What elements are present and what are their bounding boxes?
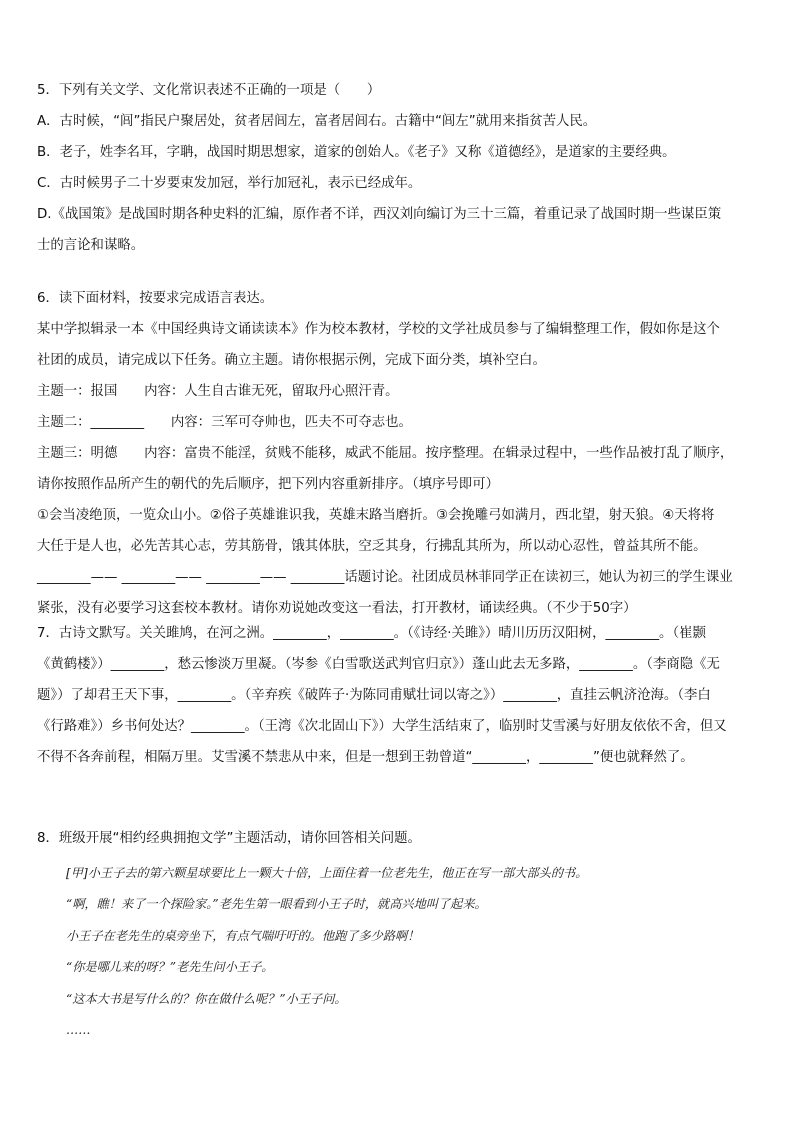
question-5-option-d-cont: 士的言论和谋略。 bbox=[37, 238, 145, 253]
story-line: “这本大书是写什么的？你在做什么呢？”小王子问。 bbox=[66, 991, 347, 1006]
question-6-line: ①会当凌绝顶，一览众山小。②俗子英雄谁识我，英雄末路当磨折。③会挽雕弓如满月，西北望，射天狼。④天将将 bbox=[37, 508, 715, 523]
story-line: [甲]小王子去的第六颗星球要比上一颗大十倍，上面住着一位老先生，他正在写一部大部头的书。 bbox=[66, 866, 588, 880]
story-excerpt bbox=[66, 858, 756, 1046]
question-5-option-b: B．老子，姓李名耳，字聃，战国时期思想家，道家的创始人。《老子》又称《道德经》，是道家的主要经典。 bbox=[37, 145, 676, 160]
question-5-option-a: A．古时候，“闾”指民户聚居处，贫者居闾左，富者居闾右。古籍中“闾左”就用来指贫苦人民。 bbox=[37, 114, 597, 129]
question-7 bbox=[37, 618, 759, 773]
question-6-theme-2: 主题二：________ 内容：三军可夺帅也，匹夫不可夺志也。 bbox=[37, 415, 412, 430]
question-7-line: 《黄鹤楼》）________，愁云惨淡万里凝。（岑参《白雪歌送武判官归京》）蓬山此去无多路，________。（李商隐《无 bbox=[37, 657, 720, 672]
question-7-line: 7．古诗文默写。关关雎鸠，在河之洲。________，________。（《诗经·关雎》）晴川历历汉阳树，________。（崔颢 bbox=[37, 626, 706, 641]
question-7-line: 题》）了却君王天下事，________。（辛弃疾《破阵子·为陈同甫赋壮词以寄之》）________，直挂云帆济沧海。（李白 bbox=[37, 688, 711, 703]
story-line: “你是哪儿来的呀？”老先生问小王子。 bbox=[66, 960, 274, 975]
question-6-line: ________—— ________—— ________—— ________话题讨论。社团成员林菲同学正在读初三，她认为初三的学生课业 bbox=[37, 570, 733, 585]
question-6-theme-3: 主题三：明德 内容：富贵不能淫，贫贱不能移，威武不能屈。按序整理。在辑录过程中，一些作品被打乱了顺序， bbox=[37, 446, 734, 461]
question-6-line: 请你按照作品所产生的朝代的先后顺序，把下列内容重新排序。（填序号即可） bbox=[37, 477, 499, 492]
story-line: “啊，瞧！来了一个探险家。”老先生第一眼看到小王子时，就高兴地叫了起来。 bbox=[66, 897, 487, 912]
question-5-stem: 5．下列有关文学、文化常识表述不正确的一项是（ ） bbox=[37, 83, 381, 98]
question-7-line: 不得不各奔前程，相隔万里。艾雪溪不禁悲从中来，但是一想到王勃曾道“________，________”便也就释然了。 bbox=[37, 750, 694, 765]
question-8-stem: 8．班级开展“相约经典拥抱文学”主题活动，请你回答相关问题。 bbox=[37, 831, 421, 846]
question-5-option-c: C．古时候男子二十岁要束发加冠，举行加冠礼，表示已经成年。 bbox=[37, 176, 422, 191]
story-ellipsis: …… bbox=[66, 1023, 91, 1038]
question-6-stem: 6．读下面材料，按要求完成语言表达。 bbox=[37, 291, 274, 306]
question-6-line: 社团的成员，请完成以下任务。确立主题。请你根据示例，完成下面分类，填补空白。 bbox=[37, 353, 546, 368]
question-6-theme-1: 主题一：报国 内容：人生自古谁无死，留取丹心照汗青。 bbox=[37, 384, 399, 399]
question-5 bbox=[37, 75, 759, 261]
question-6 bbox=[37, 283, 759, 624]
question-6-line: 大任于是人也，必先苦其心志，劳其筋骨，饿其体肤，空乏其身，行拂乱其所为，所以动心忍性，曾益其所不能。 bbox=[37, 539, 707, 554]
question-5-option-d: D.《战国策》是战国时期各种史料的汇编，原作者不详，西汉刘向编订为三十三篇，着重记录了战国时期一些谋臣策 bbox=[37, 207, 722, 222]
question-8 bbox=[37, 823, 759, 854]
question-6-line: 紧张，没有必要学习这套校本教材。请你劝说她改变这一看法，打开教材，诵读经典。（不少于50字） bbox=[37, 601, 637, 616]
story-line: 小王子在老先生的桌旁坐下，有点气喘吁吁的。他跑了多少路啊！ bbox=[66, 928, 420, 943]
question-7-line: 《行路难》）乡书何处达？________。（王湾《次北固山下》）大学生活结束了，临别时艾雪溪与好朋友依依不舍，但又 bbox=[37, 719, 727, 734]
question-6-line: 某中学拟辑录一本《中国经典诗文诵读读本》作为校本教材，学校的文学社成员参与了编辑整理工作，假如你是这个 bbox=[37, 322, 720, 337]
